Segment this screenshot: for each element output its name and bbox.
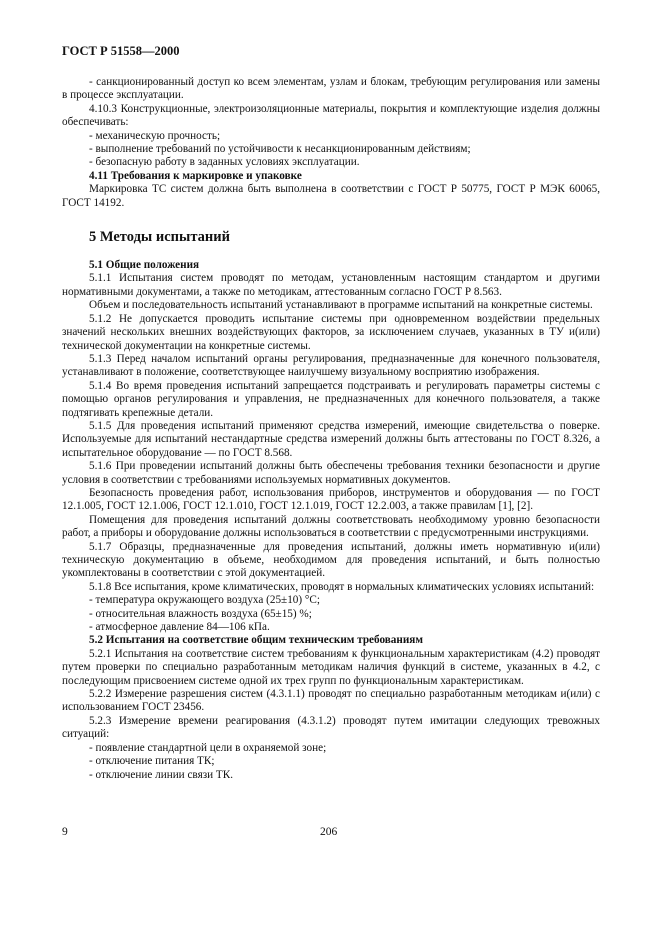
list-item: - механическую прочность; bbox=[89, 129, 221, 142]
page-number: 9 bbox=[62, 826, 68, 838]
paragraph: 5.1.7 Образцы, предназначенные для проведения испытаний, должны иметь нормативную и(или) техническую документацию в объеме, необходимом для проведения испытаний, и быть полностью укомплектованы в соответствии с этой документацией. bbox=[62, 540, 600, 580]
document-header: ГОСТ Р 51558—2000 bbox=[62, 44, 180, 58]
list-item: - появление стандартной цели в охраняемой зоне; bbox=[89, 741, 327, 754]
paragraph: 4.10.3 Конструкционные, электроизоляционные материалы, покрытия и комплектующие изделия должны обеспечивать: bbox=[62, 102, 600, 129]
list-item: - атмосферное давление 84—106 кПа. bbox=[89, 621, 270, 634]
paragraph: Помещения для проведения испытаний должны соответствовать необходимому уровню безопасности работ, а приборы и оборудование должны использоваться в соответствии с предусмотренными инструкциями. bbox=[62, 513, 600, 540]
paragraph: 5.2.1 Испытания на соответствие систем требованиям к функциональным характеристикам (4.2) проводят путем проверки по специально разработанным методикам наличия функций в системе, указанных в 4.2, с последующим присвоением системе одной их трех групп по функциональным характеристикам. bbox=[62, 647, 600, 687]
list-item: - отключение питания ТК; bbox=[89, 755, 215, 768]
paragraph: 5.2.3 Измерение времени реагирования (4.3.1.2) проводят путем имитации следующих тревожных ситуаций: bbox=[62, 714, 600, 741]
list-item: - выполнение требований по устойчивости к несанкционированным действиям; bbox=[89, 143, 471, 156]
subsection-heading: 5.2 Испытания на соответствие общим техническим требованиям bbox=[89, 634, 423, 647]
paragraph: 5.1.1 Испытания систем проводят по методам, установленным настоящим стандартом и другими нормативными документами, а также по методикам, аттестованным согласно ГОСТ Р 8.563. bbox=[62, 272, 600, 298]
paragraph: 5.1.2 Не допускается проводить испытание системы при одновременном воздействии предельных значений нескольких внешних воздействующих факторов, за исключением случаев, указанных в ТУ и(или) технической документации на конкретные системы. bbox=[62, 312, 600, 352]
paragraph: Объем и последовательность испытаний устанавливают в программе испытаний на конкретные системы. bbox=[89, 299, 593, 312]
list-item: - безопасную работу в заданных условиях эксплуатации. bbox=[89, 156, 360, 169]
paragraph: 5.1.3 Перед началом испытаний органы регулирования, предназначенные для конечного пользователя, устанавливают в положение, соответствующее наилучшему визуальному восприятию изображения. bbox=[62, 352, 600, 379]
paragraph: Маркировка ТС систем должна быть выполнена в соответствии с ГОСТ Р 50775, ГОСТ Р МЭК 60065, ГОСТ 14192. bbox=[62, 183, 600, 209]
paragraph: 5.1.4 Во время проведения испытаний запрещается подстраивать и регулировать параметры системы с помощью органов регулирования и управления, не предназначенных для конечного пользователя, а также подтягивать крепежные детали. bbox=[62, 379, 600, 419]
list-item: - отключение линии связи ТК. bbox=[89, 768, 234, 781]
document-body bbox=[62, 76, 600, 782]
paragraph: 5.2.2 Измерение разрешения систем (4.3.1.1) проводят по специально разработанным методикам и(или) с использованием ГОСТ 23456. bbox=[62, 688, 600, 714]
sheet-number: 206 bbox=[320, 826, 338, 838]
paragraph: Безопасность проведения работ, использования приборов, инструментов и оборудования — по ГОСТ 12.1.005, ГОСТ 12.1.006, ГОСТ 12.1.010, ГОСТ 12.1.019, ГОСТ 12.2.003, а также правилам [1], [2]. bbox=[62, 486, 600, 513]
list-item: - санкционированный доступ ко всем элементам, узлам и блокам, требующим регулирования или замены в процессе эксплуатации. bbox=[62, 76, 600, 102]
paragraph: 5.1.5 Для проведения испытаний применяют средства измерений, имеющие свидетельства о поверке. Используемые для испытаний нестандартные средства измерений должны быть аттестованы по ГОСТ 8.326, а испытательное оборудование — по ГОСТ 8.568. bbox=[62, 419, 600, 459]
section-heading: 5 Методы испытаний bbox=[89, 229, 230, 246]
subsection-heading: 4.11 Требования к маркировке и упаковке bbox=[89, 169, 302, 182]
paragraph: 5.1.8 Все испытания, кроме климатических, проводят в нормальных климатических условиях испытаний: bbox=[89, 580, 595, 593]
paragraph: 5.1.6 При проведении испытаний должны быть обеспечены требования техники безопасности и другие условия в соответствии с требованиями используемых нормативных документов. bbox=[62, 460, 600, 486]
subsection-heading: 5.1 Общие положения bbox=[89, 259, 200, 272]
list-item: - температура окружающего воздуха (25±10) °С; bbox=[89, 594, 320, 607]
list-item: - относительная влажность воздуха (65±15) %; bbox=[89, 607, 312, 620]
